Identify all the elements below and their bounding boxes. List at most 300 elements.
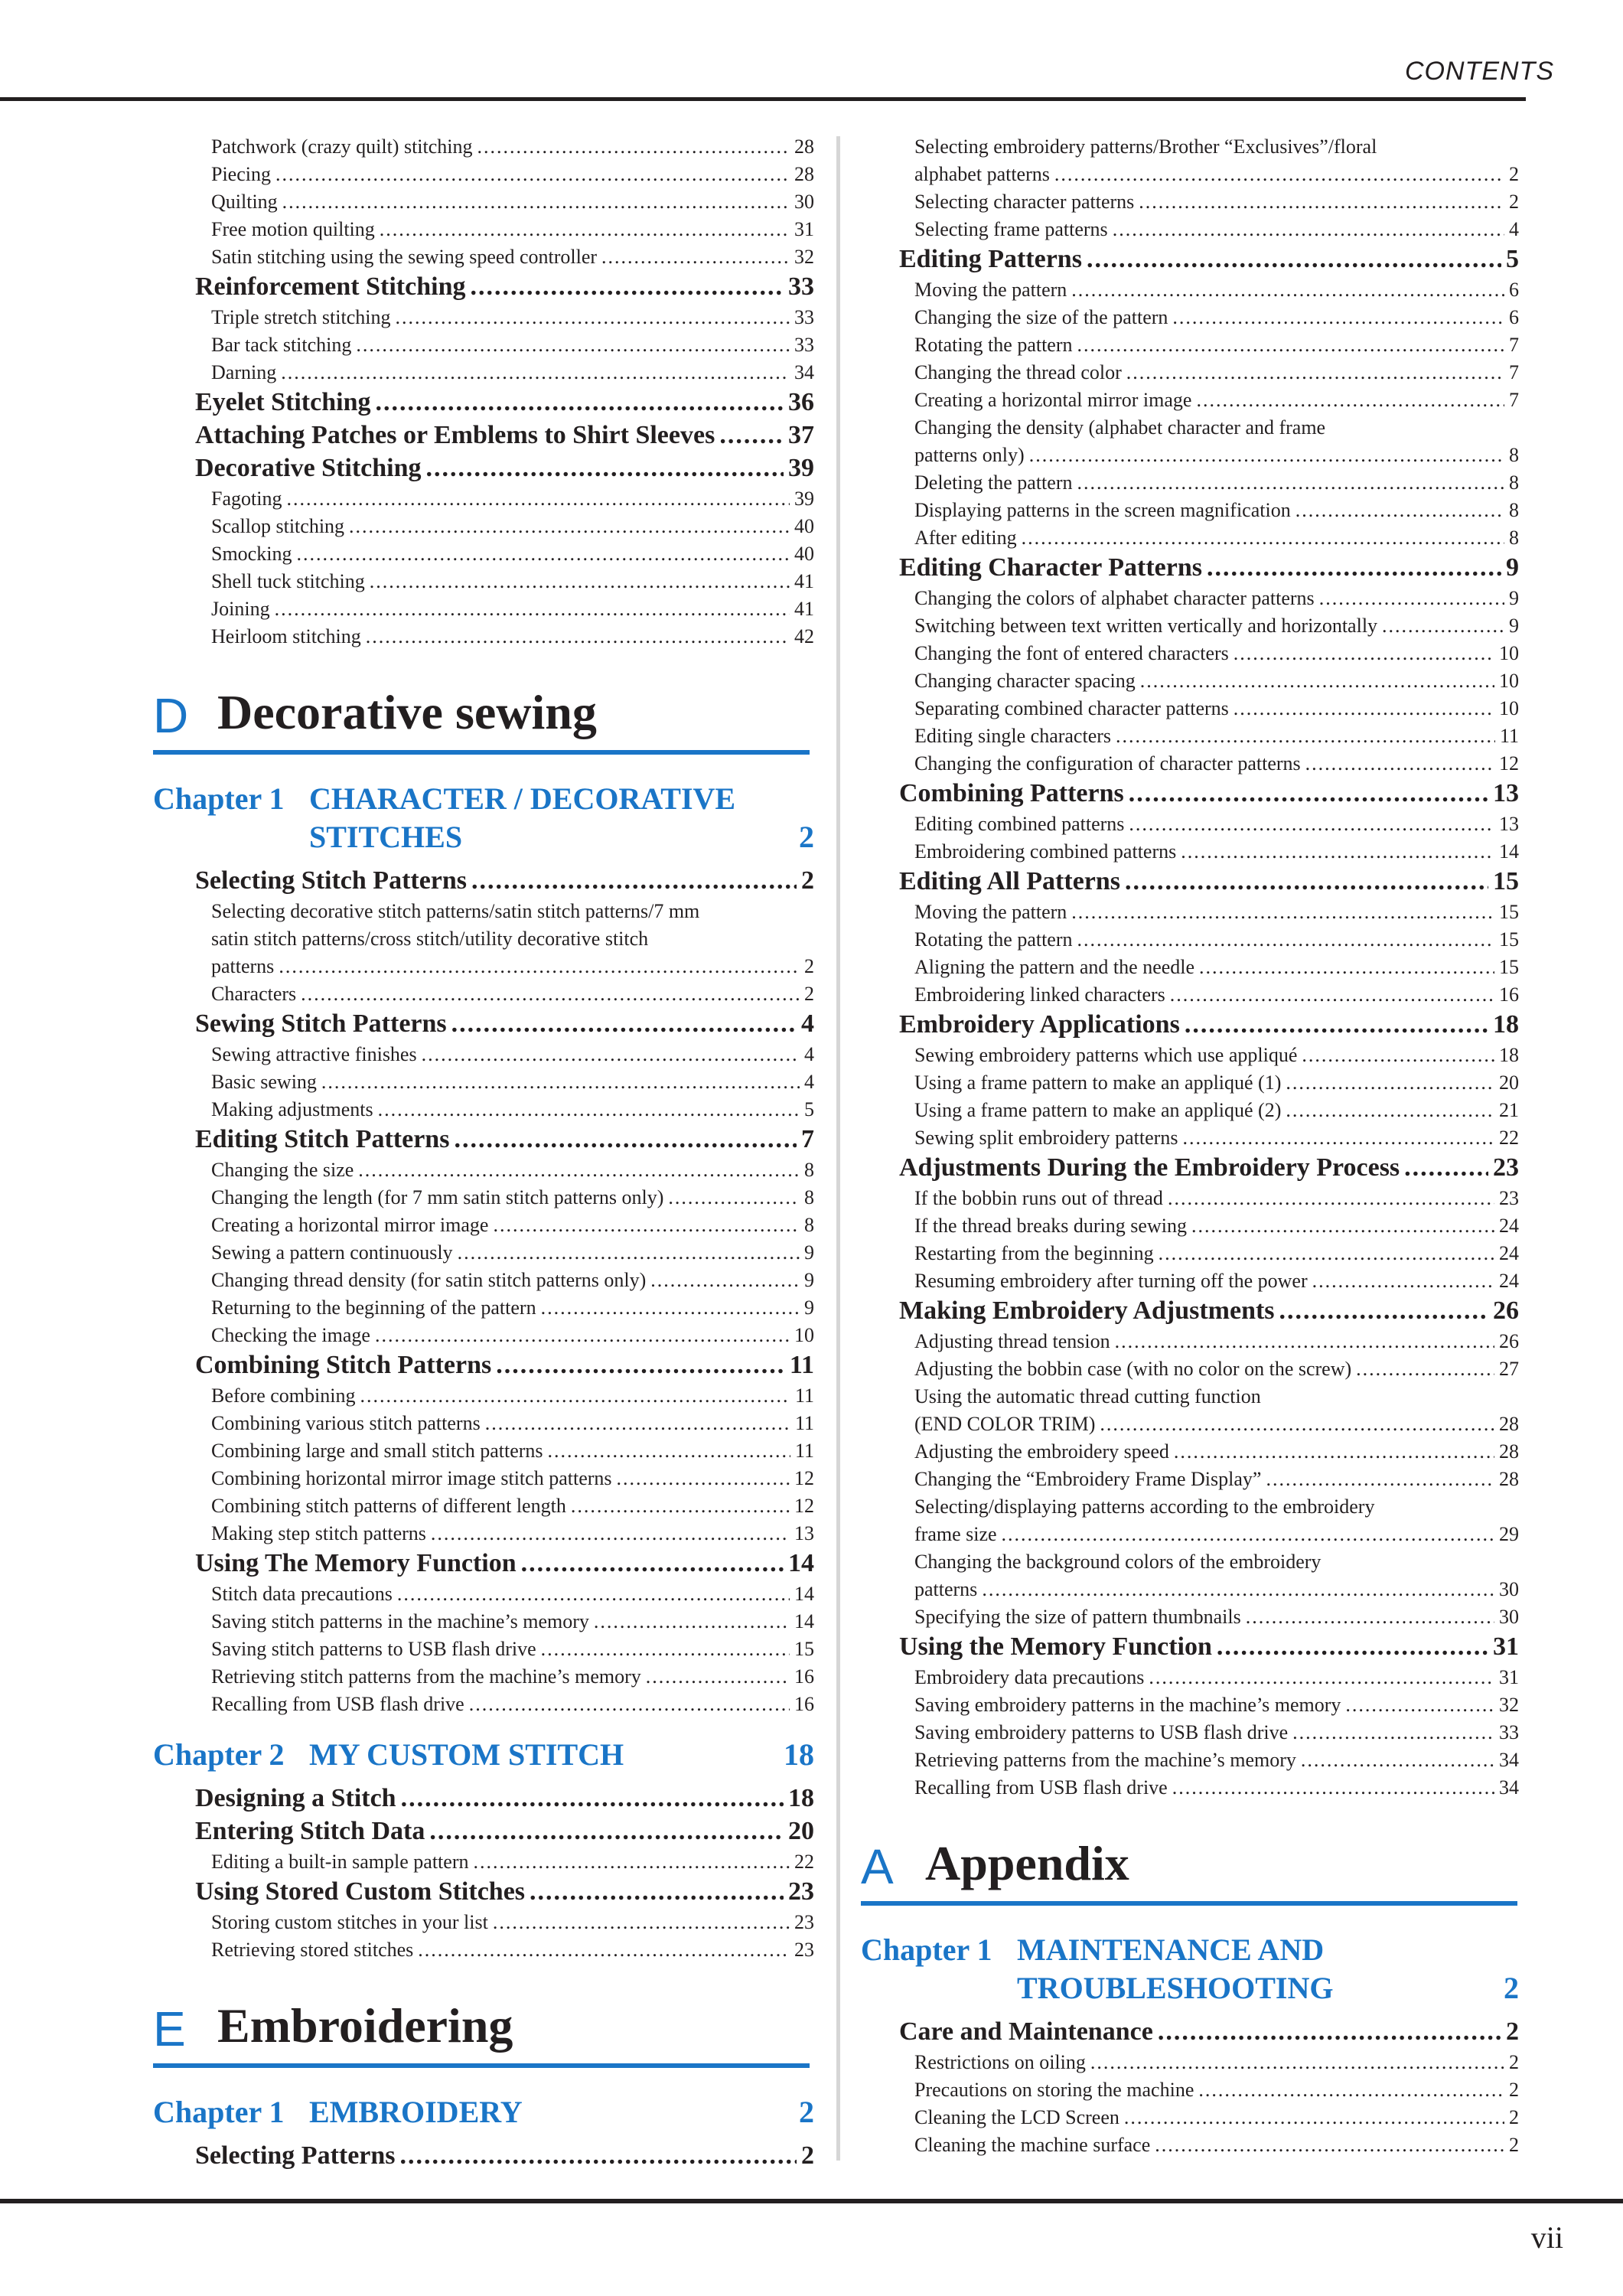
toc-entry-line	[195, 1008, 814, 1039]
leader-dots	[1382, 615, 1504, 638]
toc-entry-line	[899, 1152, 1519, 1182]
toc-subentry[interactable]	[861, 612, 1519, 640]
toc-entry-title: Editing All Patterns	[899, 867, 1121, 895]
toc-entry-page: 23	[794, 1911, 814, 1933]
toc-entry-line	[914, 1267, 1519, 1293]
toc-entry-line	[211, 1156, 814, 1182]
toc-entry-title: Satin stitching using the sewing speed controller	[211, 246, 598, 268]
toc-entry-title: Storing custom stitches in your list	[211, 1911, 488, 1933]
leader-dots	[1149, 1666, 1494, 1689]
leader-dots	[548, 1440, 790, 1463]
toc-entry-line	[914, 1746, 1519, 1772]
toc-subentry[interactable]	[153, 1156, 814, 1184]
toc-entry-line	[914, 524, 1519, 550]
toc-entry-page: 15	[1499, 956, 1519, 978]
toc-subentry[interactable]	[861, 359, 1519, 386]
toc-subentry[interactable]	[153, 161, 814, 188]
toc-subentry[interactable]	[153, 1437, 814, 1465]
toc-entry-page: 11	[794, 1440, 814, 1462]
toc-entry-line: Selecting embroidery patterns/Brother “Exclusives”/floral	[914, 135, 1377, 158]
toc-subentry[interactable]	[153, 1212, 814, 1239]
toc-section-entry[interactable]	[153, 1876, 814, 1909]
toc-section-entry[interactable]	[861, 1631, 1519, 1664]
toc-subentry[interactable]	[153, 623, 814, 651]
footer-rule	[0, 2199, 1623, 2203]
toc-subentry[interactable]	[861, 1185, 1519, 1212]
toc-section-entry[interactable]	[861, 1295, 1519, 1328]
toc-subentry[interactable]	[153, 980, 814, 1008]
toc-entry-title: Quilting	[211, 191, 278, 213]
toc-entry-page: 30	[794, 191, 814, 213]
toc-entry-title: Sewing split embroidery patterns	[914, 1127, 1178, 1149]
toc-entry-line	[914, 216, 1519, 241]
toc-entry-line	[195, 1349, 814, 1380]
toc-subentry[interactable]	[861, 1438, 1519, 1466]
toc-entry-page: 33	[1499, 1721, 1519, 1743]
leader-dots	[601, 246, 790, 269]
toc-subentry[interactable]	[153, 1580, 814, 1608]
toc-subentry[interactable]	[861, 1746, 1519, 1774]
toc-entry-title: Recalling from USB flash drive	[211, 1693, 464, 1715]
leader-dots	[418, 1939, 790, 1962]
toc-entry-page: 26	[1493, 1296, 1519, 1325]
toc-entry-line	[914, 497, 1519, 522]
chapter-heading-row	[861, 1970, 1519, 2008]
toc-entry-title: Fagoting	[211, 488, 282, 510]
toc-entry-title: Editing Stitch Patterns	[195, 1125, 450, 1153]
toc-entry-title: Adjusting the embroidery speed	[914, 1440, 1169, 1463]
toc-entry-line	[211, 1437, 814, 1463]
toc-entry-title: Selecting character patterns	[914, 191, 1135, 213]
toc-section-entry[interactable]	[153, 1349, 814, 1382]
toc-section-entry[interactable]	[153, 2140, 814, 2173]
toc-subentry[interactable]	[861, 1124, 1519, 1152]
toc-entry-page: 15	[794, 1638, 814, 1660]
toc-entry-page: 28	[1499, 1468, 1519, 1490]
leader-dots	[1198, 2079, 1504, 2102]
toc-entry-line	[914, 359, 1519, 384]
leader-dots	[1172, 1776, 1494, 1799]
toc-subentry[interactable]	[861, 695, 1519, 722]
toc-entry-line	[211, 359, 814, 384]
toc-entry-page: 24	[1499, 1215, 1519, 1237]
toc-entry-page: 11	[794, 1384, 814, 1407]
toc-section-entry[interactable]	[861, 552, 1519, 585]
leader-dots	[380, 218, 790, 241]
toc-entry-title: Changing the thread color	[914, 361, 1122, 383]
toc-entry-line	[914, 1691, 1519, 1717]
toc-subentry[interactable]	[861, 1493, 1519, 1548]
toc-subentry[interactable]	[153, 188, 814, 216]
leader-dots	[1266, 1468, 1494, 1491]
leader-dots	[349, 515, 790, 538]
toc-entry-page: 12	[794, 1495, 814, 1517]
toc-column-left	[153, 133, 814, 2173]
leader-dots	[1356, 1358, 1494, 1381]
leader-dots	[1191, 1215, 1494, 1238]
toc-entry-page: 4	[804, 1043, 814, 1065]
toc-subentry[interactable]	[153, 1382, 814, 1410]
toc-entry-line	[211, 540, 814, 566]
toc-section-entry[interactable]	[153, 1548, 814, 1580]
leader-dots	[1345, 1694, 1494, 1717]
toc-entry-page: 33	[794, 334, 814, 356]
toc-section-entry[interactable]	[861, 2016, 1519, 2049]
leader-dots	[1077, 928, 1494, 951]
toc-subentry[interactable]	[153, 304, 814, 331]
toc-entry-title: Combining Stitch Patterns	[195, 1351, 492, 1379]
toc-subentry[interactable]	[861, 981, 1519, 1009]
toc-subentry[interactable]	[153, 133, 814, 161]
toc-subentry[interactable]	[861, 524, 1519, 552]
toc-subentry[interactable]	[861, 1774, 1519, 1802]
leader-dots	[1292, 1721, 1494, 1744]
leader-dots	[281, 361, 790, 384]
toc-entry-line	[211, 1691, 814, 1716]
toc-entry-title: Combining Patterns	[899, 779, 1124, 807]
chapter-heading[interactable]	[153, 1737, 814, 1775]
toc-subentry[interactable]	[153, 1520, 814, 1548]
leader-dots	[1115, 1330, 1494, 1353]
toc-subentry[interactable]	[861, 1355, 1519, 1383]
toc-subentry[interactable]	[153, 1096, 814, 1124]
toc-entry-title: Using the Memory Function	[899, 1632, 1212, 1661]
toc-subentry[interactable]	[153, 243, 814, 271]
toc-entry-line	[211, 1608, 814, 1633]
toc-entry-line	[195, 865, 814, 895]
toc-section-entry[interactable]	[153, 1815, 814, 1848]
toc-entry-line	[211, 1184, 814, 1209]
toc-entry-title: Changing character spacing	[914, 670, 1136, 692]
toc-subentry[interactable]	[153, 568, 814, 595]
toc-entry-page: 28	[1499, 1440, 1519, 1463]
leader-dots	[541, 1296, 800, 1319]
toc-subentry[interactable]	[861, 722, 1519, 750]
toc-entry-title: Returning to the beginning of the pattern	[211, 1296, 536, 1319]
toc-section-entry[interactable]	[153, 1008, 814, 1041]
toc-entry-line	[914, 304, 1519, 329]
toc-section-entry[interactable]	[153, 1782, 814, 1815]
toc-entry-line	[195, 1815, 814, 1846]
chapter-title: MAINTENANCE AND	[1017, 1932, 1325, 1967]
toc-subentry[interactable]	[153, 331, 814, 359]
toc-entry-line	[211, 161, 814, 186]
toc-section-entry[interactable]	[153, 419, 814, 452]
toc-entry-line	[914, 838, 1519, 863]
toc-entry-page: 2	[801, 2141, 814, 2170]
toc-subentry[interactable]	[153, 1848, 814, 1876]
toc-subentry[interactable]	[153, 1041, 814, 1068]
chapter-label: Chapter 1	[153, 2095, 285, 2129]
leader-dots	[1301, 1749, 1494, 1772]
leader-dots	[650, 1269, 800, 1292]
toc-entry-title: Recalling from USB flash drive	[914, 1776, 1168, 1799]
leader-dots	[1168, 1187, 1494, 1210]
toc-subentry[interactable]	[861, 276, 1519, 304]
leader-dots	[530, 1877, 784, 1906]
toc-entry-title: Rotating the pattern	[914, 928, 1073, 951]
toc-subentry[interactable]	[861, 838, 1519, 866]
toc-subentry[interactable]	[861, 2049, 1519, 2076]
toc-entry-title: Triple stretch stitching	[211, 306, 391, 328]
toc-entry-title: Reinforcement Stitching	[195, 272, 466, 301]
toc-entry-title: Specifying the size of pattern thumbnails	[914, 1606, 1241, 1628]
toc-section-entry[interactable]	[861, 243, 1519, 276]
toc-entry-line	[195, 419, 814, 450]
toc-subentry[interactable]	[861, 1267, 1519, 1295]
toc-subentry[interactable]	[861, 414, 1519, 469]
toc-entry-page: 30	[1499, 1578, 1519, 1600]
toc-subentry[interactable]	[153, 1636, 814, 1663]
toc-entry-page: 24	[1499, 1270, 1519, 1292]
toc-subentry[interactable]	[861, 331, 1519, 359]
toc-entry-title: Sewing attractive finishes	[211, 1043, 417, 1065]
leader-dots	[1022, 527, 1504, 550]
toc-subentry[interactable]	[861, 2076, 1519, 2104]
toc-entry-title: Making adjustments	[211, 1098, 373, 1120]
toc-subentry[interactable]	[861, 188, 1519, 216]
leader-dots	[360, 1384, 790, 1407]
toc-section-entry[interactable]	[861, 778, 1519, 810]
toc-entry-title: Decorative Stitching	[195, 454, 422, 482]
toc-entry-title: Restarting from the beginning	[914, 1242, 1154, 1264]
leader-dots	[397, 1583, 790, 1606]
toc-entry-page: 32	[1499, 1694, 1519, 1716]
leader-dots	[1246, 1606, 1494, 1629]
toc-subentry[interactable]	[861, 133, 1519, 188]
toc-subentry[interactable]	[153, 1267, 814, 1294]
leader-dots	[358, 1159, 800, 1182]
leader-dots	[395, 306, 790, 329]
toc-subentry[interactable]	[861, 469, 1519, 497]
toc-entry-line	[914, 585, 1519, 610]
toc-subentry[interactable]	[861, 2131, 1519, 2159]
leader-dots	[1126, 361, 1504, 384]
toc-entry-page: 23	[1499, 1187, 1519, 1209]
toc-section-entry[interactable]	[861, 1152, 1519, 1185]
chapter-title: CHARACTER / DECORATIVE	[309, 781, 736, 816]
toc-subentry[interactable]	[153, 1184, 814, 1212]
toc-section-entry[interactable]	[861, 1009, 1519, 1042]
toc-subentry[interactable]	[861, 1097, 1519, 1124]
chapter-heading[interactable]	[153, 2094, 814, 2132]
toc-subentry[interactable]	[153, 216, 814, 243]
toc-entry-line	[914, 469, 1519, 494]
toc-entry-title: Moving the pattern	[914, 279, 1067, 301]
toc-entry-title: Using a frame pattern to make an appliqué (1)	[914, 1071, 1282, 1094]
leader-dots	[1319, 587, 1504, 610]
toc-section-entry[interactable]	[153, 386, 814, 419]
chapter-heading[interactable]	[153, 781, 814, 857]
toc-subentry[interactable]	[153, 898, 814, 980]
toc-subentry[interactable]	[861, 750, 1519, 778]
toc-entry-line	[914, 1603, 1519, 1629]
leader-dots	[275, 598, 790, 621]
toc-subentry[interactable]	[861, 640, 1519, 667]
toc-entry-line	[211, 623, 814, 648]
toc-subentry[interactable]	[153, 1691, 814, 1718]
toc-entry-line	[211, 188, 814, 214]
leader-dots	[521, 1549, 784, 1578]
toc-subentry[interactable]	[861, 1328, 1519, 1355]
toc-subentry[interactable]	[861, 667, 1519, 695]
column-divider	[836, 136, 840, 2161]
toc-subentry[interactable]	[153, 1936, 814, 1964]
toc-entry-line	[211, 1212, 814, 1237]
toc-entry-page: 41	[794, 570, 814, 592]
part-title: Appendix	[925, 1836, 1129, 1890]
toc-entry-line	[914, 2104, 1519, 2129]
toc-subentry[interactable]	[153, 359, 814, 386]
toc-entry-title: Adjustments During the Embroidery Process	[899, 1153, 1400, 1182]
toc-entry-line	[914, 1328, 1519, 1353]
toc-entry-page: 16	[794, 1693, 814, 1715]
chapter-heading-row	[153, 819, 814, 857]
toc-subentry[interactable]	[153, 1663, 814, 1691]
toc-entry-line	[211, 1322, 814, 1347]
toc-entry-line	[914, 750, 1519, 775]
toc-subentry[interactable]	[861, 899, 1519, 926]
toc-entry-page: 30	[1499, 1606, 1519, 1628]
toc-entry-line	[914, 1411, 1519, 1438]
toc-subentry[interactable]	[861, 1042, 1519, 1069]
chapter-heading[interactable]	[861, 1932, 1519, 2008]
toc-entry-page: 33	[788, 272, 814, 301]
toc-entry-line	[914, 981, 1519, 1006]
toc-subentry[interactable]	[861, 954, 1519, 981]
toc-entry-line	[914, 2049, 1519, 2074]
toc-subentry[interactable]	[861, 1240, 1519, 1267]
chapter-heading-row	[153, 1737, 814, 1775]
toc-subentry[interactable]	[153, 540, 814, 568]
toc-entry-line	[195, 1876, 814, 1906]
toc-entry-page: 15	[1499, 928, 1519, 951]
toc-entry-line	[211, 1909, 814, 1934]
toc-entry-title: Sewing embroidery patterns which use appliqué	[914, 1044, 1298, 1066]
toc-subentry[interactable]	[861, 585, 1519, 612]
toc-subentry[interactable]	[861, 1719, 1519, 1746]
toc-subentry[interactable]	[861, 1691, 1519, 1719]
toc-entry-line	[914, 1521, 1519, 1548]
toc-entry-title: Piecing	[211, 163, 271, 185]
chapter-title-cont: TROUBLESHOOTING	[1017, 1971, 1334, 2005]
header-rule	[0, 97, 1526, 101]
toc-entry-line	[211, 568, 814, 593]
toc-subentry[interactable]	[153, 1322, 814, 1349]
toc-entry-line	[195, 271, 814, 302]
toc-subentry[interactable]	[861, 497, 1519, 524]
toc-section-entry[interactable]	[153, 1124, 814, 1156]
toc-entry-title: Retrieving stitch patterns from the machine’s memory	[211, 1665, 641, 1688]
leader-dots	[1404, 1153, 1488, 1182]
toc-subentry[interactable]	[861, 304, 1519, 331]
leader-dots	[470, 272, 784, 302]
toc-subentry[interactable]	[861, 2104, 1519, 2131]
toc-entry-title: Eyelet Stitching	[195, 388, 371, 416]
toc-entry-title: patterns only)	[914, 444, 1025, 466]
toc-entry-title: Shell tuck stitching	[211, 570, 365, 592]
toc-entry-line	[914, 331, 1519, 357]
toc-subentry[interactable]	[861, 1664, 1519, 1691]
toc-entry-page: 8	[1509, 444, 1519, 466]
leader-dots	[1158, 2017, 1501, 2047]
toc-subentry[interactable]	[861, 216, 1519, 243]
leader-dots	[646, 1665, 790, 1688]
toc-section-entry[interactable]	[153, 865, 814, 898]
toc-entry-line	[899, 1009, 1519, 1039]
toc-subentry[interactable]	[153, 1294, 814, 1322]
toc-subentry[interactable]	[861, 386, 1519, 414]
toc-section-entry[interactable]	[153, 271, 814, 304]
toc-subentry[interactable]	[861, 1212, 1519, 1240]
leader-dots	[400, 2141, 797, 2170]
toc-section-entry[interactable]	[861, 866, 1519, 899]
toc-entry-page: 40	[794, 515, 814, 537]
toc-subentry[interactable]	[153, 1068, 814, 1096]
toc-entry-title: Editing Character Patterns	[899, 553, 1202, 582]
toc-subentry[interactable]	[861, 1466, 1519, 1493]
toc-subentry[interactable]	[153, 513, 814, 540]
toc-section-entry[interactable]	[153, 452, 814, 485]
toc-subentry[interactable]	[153, 1608, 814, 1636]
toc-subentry[interactable]	[861, 1069, 1519, 1097]
toc-subentry[interactable]	[861, 926, 1519, 954]
toc-subentry[interactable]	[153, 485, 814, 513]
toc-entry-line	[914, 1124, 1519, 1150]
toc-subentry[interactable]	[861, 1603, 1519, 1631]
toc-entry-line	[211, 1267, 814, 1292]
toc-entry-title: Displaying patterns in the screen magnification	[914, 499, 1291, 521]
toc-entry-title: Embroidering combined patterns	[914, 840, 1177, 863]
toc-entry-page: 7	[1509, 389, 1519, 411]
toc-subentry[interactable]	[153, 1909, 814, 1936]
toc-entry-page: 11	[794, 1412, 814, 1434]
part-title: Decorative sewing	[217, 685, 597, 739]
toc-entry-page: 18	[788, 1784, 814, 1812]
toc-entry-title: Combining large and small stitch patterns	[211, 1440, 543, 1462]
toc-entry-page: 16	[794, 1665, 814, 1688]
toc-subentry[interactable]	[153, 1492, 814, 1520]
toc-entry-line	[899, 778, 1519, 808]
toc-subentry[interactable]	[153, 1239, 814, 1267]
toc-entry-page: 32	[794, 246, 814, 268]
toc-subentry[interactable]	[153, 1410, 814, 1437]
toc-entry-line	[914, 954, 1519, 979]
toc-subentry[interactable]	[153, 595, 814, 623]
leader-dots	[370, 570, 790, 593]
toc-entry-title: Deleting the pattern	[914, 471, 1073, 494]
toc-subentry[interactable]	[861, 810, 1519, 838]
toc-entry-title: Editing combined patterns	[914, 813, 1125, 835]
toc-entry-page: 34	[1499, 1776, 1519, 1799]
chapter-page: 2	[799, 820, 814, 854]
toc-subentry[interactable]	[153, 1465, 814, 1492]
toc-entry-line	[914, 276, 1519, 302]
toc-entry-page: 12	[1499, 752, 1519, 775]
toc-entry-page: 4	[804, 1071, 814, 1093]
toc-entry-page: 20	[1499, 1071, 1519, 1094]
toc-subentry[interactable]	[861, 1383, 1519, 1438]
leader-dots	[1185, 1010, 1488, 1039]
toc-entry-line	[211, 216, 814, 241]
toc-entry-line	[914, 1774, 1519, 1799]
toc-entry-line	[914, 1438, 1519, 1463]
part-heading	[153, 673, 814, 762]
toc-subentry[interactable]	[861, 1548, 1519, 1603]
leader-dots	[719, 421, 784, 450]
toc-entry-page: 8	[804, 1159, 814, 1181]
toc-entry-title: Smocking	[211, 543, 292, 565]
